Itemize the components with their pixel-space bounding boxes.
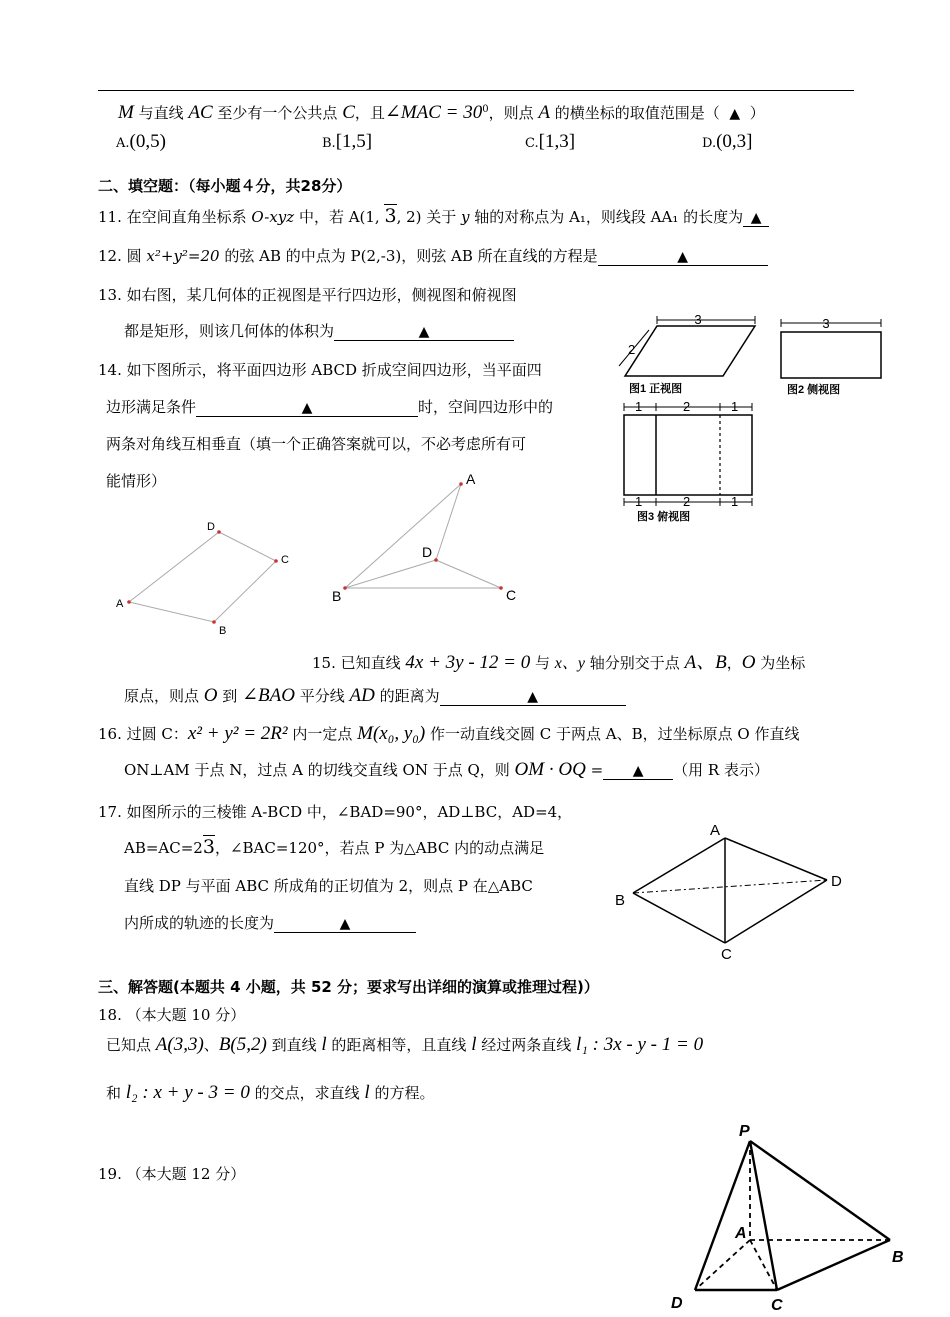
q17-line4: 内所成的轨迹的长度为 ▲ (124, 912, 416, 933)
q10-text3: ，且 (354, 104, 385, 122)
q15-line2: 原点，则点 O 到 ∠BAO 平分线 AD 的距离为 ▲ (124, 684, 626, 707)
front-top-dim: 3 (694, 312, 702, 327)
top-rule (98, 90, 854, 91)
q10-answer-triangle: ▲ (729, 106, 741, 122)
q19-head: 19. （本大题 12 分） (98, 1165, 246, 1183)
planar-quad-figure (110, 515, 300, 640)
tetrahedron-figure (605, 818, 855, 968)
q10-C: C (342, 102, 355, 123)
q17-sqrt: 3 (202, 836, 215, 858)
q18-line2: 和 l₂ : x + y - 3 = 0 的交点，求直线 l 的方程。 (106, 1082, 435, 1103)
q10-text4: ，则点 (488, 104, 539, 122)
quad-label-A: A (116, 598, 124, 610)
side-view-label: 图2 侧视图 (787, 384, 841, 396)
q13-line2: 都是矩形，则该几何体的体积为 ▲ (124, 320, 514, 341)
q16-line2: ON⊥AM 于点 N，过点 A 的切线交直线 ON 于点 Q，则 OM · OQ = ▲ （用 R 表示） (124, 759, 769, 780)
pyr-label-A: A (735, 1225, 747, 1242)
q11: 11. 在空间直角坐标系 O-xyz 中，若 A(1, 3, 2) 关于 y 轴的对称点为 A₁，则线段 AA₁ 的长度为 ▲ (98, 205, 769, 227)
q14-line4: 能情形） (106, 472, 167, 490)
q10-text1: 与直线 (133, 104, 189, 122)
space-label-D: D (422, 544, 433, 560)
pyr-label-B: B (892, 1249, 904, 1266)
top-dim-2: 2 (683, 399, 691, 414)
tetra-label-C: C (721, 946, 732, 963)
top-view-rect (624, 415, 752, 495)
top-dim-bottom-2: 2 (683, 494, 691, 509)
q16-answer-blank: ▲ (603, 762, 673, 780)
pyr-label-C: C (771, 1297, 783, 1313)
quad-label-C: C (281, 554, 289, 566)
quad-label-D: D (207, 521, 215, 533)
top-view-label: 图3 俯视图 (637, 511, 691, 523)
q14-line2: 边形满足条件 ▲ 时，空间四边形中的 (106, 398, 554, 416)
q18-head: 18. （本大题 10 分） (98, 1006, 246, 1024)
front-view-label: 图1 正视图 (629, 383, 683, 395)
front-side-dim: 2 (628, 342, 636, 357)
q17-answer-blank: ▲ (274, 915, 416, 933)
q10-angle: ∠MAC = 30 (384, 102, 483, 123)
quad-ABCD (129, 532, 276, 622)
tetra-label-B: B (615, 892, 626, 909)
q10-AC: AC (188, 102, 213, 123)
q14-line1: 14. 如下图所示，将平面四边形 ABCD 折成空间四边形，当平面四 (98, 361, 542, 379)
pyr-label-P: P (739, 1123, 750, 1140)
top-dim-bottom-1: 1 (635, 494, 643, 509)
q14-line3: 两条对角线互相垂直（填一个正确答案就可以，不必考虑所有可 (106, 435, 527, 453)
top-dim-3: 1 (731, 399, 739, 414)
pyramid-figure (665, 1118, 915, 1313)
q15-line1: 15. 已知直线 4x + 3y - 12 = 0 与 x、y 轴分别交于点 A、B，O 为坐标 (312, 652, 806, 673)
q15-answer-blank: ▲ (440, 688, 626, 706)
q10-A: A (538, 102, 551, 123)
top-dim-bottom-3: 1 (731, 494, 739, 509)
space-label-A: A (466, 471, 476, 487)
space-quad-figure (328, 468, 528, 608)
q17-line3: 直线 DP 与平面 ABC 所成角的正切值为 2，则点 P 在△ABC (124, 877, 533, 895)
q14-answer-blank: ▲ (196, 399, 418, 417)
three-views-figure (615, 310, 890, 525)
pyr-label-D: D (671, 1295, 683, 1312)
side-top-dim: 3 (822, 316, 830, 331)
q10-option-b: B.[1,5] (322, 131, 373, 152)
q10-close: ） (749, 104, 765, 122)
tetra-label-A: A (710, 822, 721, 839)
q17-line1: 17. 如图所示的三棱锥 A-BCD 中，∠BAD=90°，AD⊥BC，AD=4， (98, 803, 573, 821)
q12: 12. 圆 x²+y²=20 的弦 AB 的中点为 P(2,-3)，则弦 AB 所在直线的方程是 ▲ (98, 245, 768, 266)
q16-line1: 16. 过圆 C：x² + y² = 2R² 内一定点 M(x₀, y₀) 作一动直线交圆 C 于两点 A、B，过坐标原点 O 作直线 (98, 723, 800, 744)
space-label-C: C (506, 587, 517, 603)
q10-option-d: D.(0,3] (702, 131, 753, 152)
side-view-rect (781, 332, 881, 378)
top-dim-1: 1 (635, 399, 643, 414)
q13-line1: 13. 如右图，某几何体的正视图是平行四边形，侧视图和俯视图 (98, 286, 517, 304)
q10-text2: 至少有一个公共点 (212, 104, 343, 122)
q10-M: M (118, 102, 134, 123)
q17-line2: AB=AC=23，∠BAC=120°，若点 P 为△ABC 内的动点满足 (124, 836, 545, 858)
q10-angle-sup: 0 (482, 104, 489, 115)
q10-option-c: C.[1,3] (525, 131, 576, 152)
tetra-label-D: D (831, 873, 842, 890)
quad-label-B: B (219, 625, 227, 637)
section2-title: 二、填空题：（每小题４分，共28分） (98, 177, 352, 195)
q18-line1: 已知点 A(3,3)、B(5,2) 到直线 l 的距离相等，且直线 l 经过两条直线 l₁ : 3x - y - 1 = 0 (106, 1034, 704, 1055)
q10-line (118, 101, 765, 124)
space-label-B: B (332, 588, 342, 604)
section3-title: 三、解答题(本题共 4 小题，共 52 分；要求写出详细的演算或推理过程)） (98, 978, 599, 996)
front-view-parallelogram (625, 326, 755, 376)
q11-sqrt: 3 (384, 205, 397, 227)
q10-option-a: A.(0,5) (116, 131, 166, 152)
q11-answer-blank: ▲ (743, 209, 769, 227)
q10-text5: 的横坐标的取值范围是（ (550, 104, 720, 122)
q12-answer-blank: ▲ (598, 248, 768, 266)
q13-answer-blank: ▲ (334, 323, 514, 341)
